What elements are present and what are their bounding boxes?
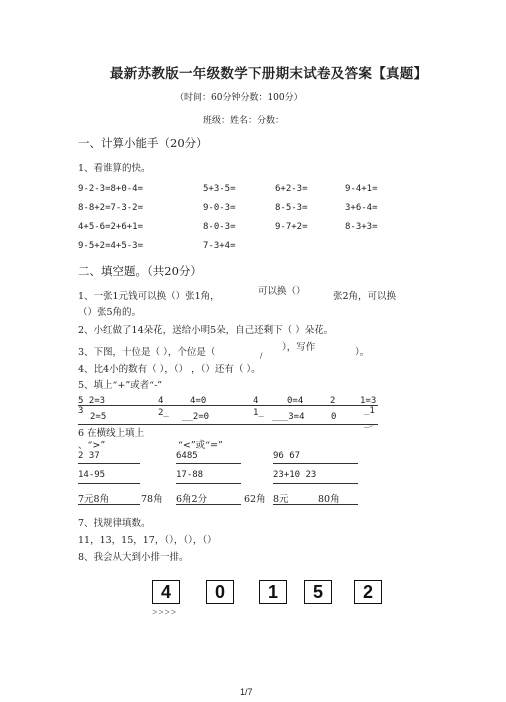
q6-answer-line <box>78 483 140 484</box>
calc-cell: 8-0-3= <box>203 222 236 232</box>
page-title: 最新苏教版一年级数学下册期末试卷及答案【真题】 <box>110 66 428 82</box>
number-card: 4 <box>152 580 180 604</box>
q6-text-a: 6 在横线上填上 <box>78 428 145 439</box>
q5-cell: 5 2=3 <box>78 396 106 406</box>
q7-sequence: 11，13，15，17，（），（），（） <box>78 535 217 546</box>
q6-answer-line <box>176 504 241 505</box>
q5-cell: 4 <box>253 396 259 406</box>
calc-cell: 8-3+3= <box>345 222 378 232</box>
q1-line-c: 张2角，可以换 <box>333 291 397 302</box>
number-card: 1 <box>259 580 287 604</box>
q5-cell: 2_ <box>158 408 169 418</box>
q5-cell: 1=3 <box>360 396 377 406</box>
q1-line-b: 可以换（） <box>258 286 306 297</box>
q6-cell: 14-95 <box>78 470 106 480</box>
q6-cell: 8元 <box>273 494 289 505</box>
q2-text: 2、小红做了14朵花，送给小明5朵，自己还剩下（ ）朵花。 <box>78 325 334 336</box>
q5-cell: 0 <box>331 412 337 422</box>
q1-line-a: 1、一张1元钱可以换（）张1角， <box>78 291 220 302</box>
q3-text-a: 3、下图，十位是（ ），个位是（ <box>78 347 216 358</box>
page-number: 1/7 <box>240 687 253 697</box>
q1-line-d: （）张5角的。 <box>78 307 142 318</box>
calc-cell: 5+3-5= <box>203 184 236 194</box>
number-card: 5 <box>304 580 332 604</box>
q6-cell: 23+10 23 <box>273 470 317 480</box>
calc-cell: 6+2-3= <box>275 184 308 194</box>
calc-cell: 9-4+1= <box>345 184 378 194</box>
q6-answer-line <box>273 463 358 464</box>
q6-cell: 78角 <box>141 494 163 505</box>
q6-answer-line <box>78 504 140 505</box>
q6-cell: 7元8角 <box>78 494 110 505</box>
q6-answer-line <box>273 504 358 505</box>
section1-q1: 1、看谁算的快。 <box>78 163 151 174</box>
calc-cell: 9-2-3=8+0-4= <box>78 184 144 194</box>
q6-cell: 80角 <box>318 494 340 505</box>
time-info: （时间：60分钟分数：100分） <box>175 93 303 103</box>
q5-cell: _。 <box>364 419 379 429</box>
q6-cell: 17-88 <box>176 470 204 480</box>
q6-cell: 6角2分 <box>176 494 208 505</box>
q3-slash: / <box>260 352 263 360</box>
calc-cell: 3+6-4= <box>345 203 378 213</box>
q3-text-c: ）。 <box>355 347 370 358</box>
q5-cell: __2=0 <box>182 412 210 422</box>
q5-cell: 4 <box>158 396 164 406</box>
q5-text: 5、填上“+”或者“-” <box>78 380 163 391</box>
number-card: 2 <box>354 580 382 604</box>
q6-cell: 2 37 <box>78 451 100 461</box>
q5-cell: 3 <box>78 406 84 416</box>
q3-text-b: ），写作 <box>282 342 316 353</box>
q7-text: 7、找规律填数。 <box>78 518 151 529</box>
q5-cell: ___3=4 <box>272 412 305 422</box>
calc-cell: 7-3+4= <box>203 241 236 251</box>
q6-text-b: 、“>” <box>78 440 106 451</box>
calc-cell: 8-5-3= <box>275 203 308 213</box>
q5-divider <box>78 405 378 406</box>
q5-cell: _1 <box>364 406 375 416</box>
q6-cell: 96 67 <box>273 451 301 461</box>
q6-text-c: “<”或“=” <box>178 440 223 451</box>
calc-cell: 9-0-3= <box>203 203 236 213</box>
q8-text: 8、我会从大到小排一排。 <box>78 552 189 563</box>
q6-answer-line <box>176 463 241 464</box>
section1-heading: 一、计算小能手（20分） <box>78 136 208 150</box>
q5-cell: 0=4 <box>287 396 304 406</box>
q5-cell: 2=5 <box>90 412 107 422</box>
q6-answer-line <box>273 483 358 484</box>
calc-cell: 9-5+2=4+5-3= <box>78 241 144 251</box>
q4-text: 4、比4小的数有（ ），（） ，（）还有（ ）。 <box>78 364 261 375</box>
calc-cell: 9-7+2= <box>275 222 308 232</box>
number-card: 0 <box>206 580 234 604</box>
class-info: 班级：姓名：分数： <box>203 116 285 126</box>
calc-cell: 4+5-6=2+6+1= <box>78 222 144 232</box>
q5-cell: 2 <box>330 396 336 406</box>
calc-cell: 8-8+2=7-3-2= <box>78 203 144 213</box>
q5-cell: 1_ <box>253 408 264 418</box>
q5-cell: 4=0 <box>190 396 207 406</box>
q6-cell: 6485 <box>176 451 198 461</box>
chevron-arrows: >>>> <box>152 607 178 617</box>
q6-cell: 62角 <box>244 494 266 505</box>
q6-answer-line <box>78 463 140 464</box>
q6-answer-line <box>176 483 241 484</box>
section2-heading: 二、填空题。（共20分） <box>78 264 202 278</box>
